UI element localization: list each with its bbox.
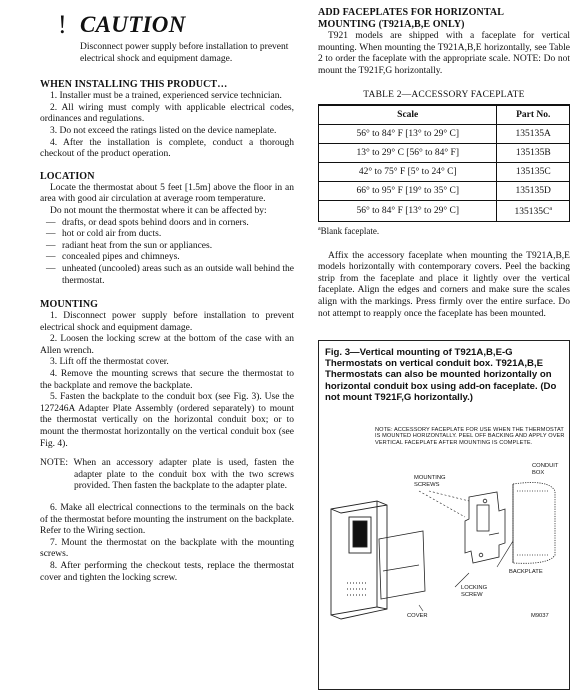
right-column bbox=[318, 0, 570, 320]
figure-caption: Fig. 3—Vertical mounting of T921A,B,E-G Thermostats on vertical conduit box. T921A,B,E Thermostats can also be mounted horizontally on horizontal conduit box using add-on faceplate. (Do not mount T921F,G horizontally.) bbox=[325, 347, 557, 403]
label-line: SCREWS bbox=[414, 481, 440, 488]
column-header-part: Part No. bbox=[497, 105, 570, 125]
footnote-ref: a bbox=[549, 206, 552, 213]
footnote-mark: a bbox=[318, 225, 321, 232]
list-item bbox=[40, 252, 294, 264]
mounting-step: 8. After performing the checkout tests, replace the thermostat cover and tighten the locking screw. bbox=[40, 560, 294, 583]
mounting-step: 3. Lift off the thermostat cover. bbox=[50, 357, 169, 368]
list-item bbox=[40, 218, 294, 230]
mounting-step: 2. Loosen the locking screw at the bottom of the case with an Allen wrench. bbox=[40, 334, 294, 356]
scale-cell: 56° to 84° F [13° to 29° C] bbox=[319, 201, 497, 221]
label-line: SCREW bbox=[461, 591, 483, 598]
mounting-step: 7. Mount the thermostat on the backplate with the mounting screws. bbox=[40, 537, 294, 560]
location-para: Do not mount the thermostat where it can be affected by: bbox=[50, 205, 267, 216]
backplate-drawing bbox=[465, 492, 505, 563]
note-label: NOTE: bbox=[40, 458, 68, 469]
scale-cell: 66° to 95° F [19° to 35° C] bbox=[319, 182, 497, 201]
caution-header bbox=[40, 10, 294, 46]
list-item bbox=[40, 264, 294, 287]
figure-3 bbox=[318, 340, 570, 690]
caution-title: CAUTION bbox=[80, 12, 186, 37]
table-title: TABLE 2—ACCESSORY FACEPLATE bbox=[363, 90, 525, 101]
location-heading: LOCATION bbox=[40, 170, 95, 182]
faceplate-table bbox=[318, 104, 570, 221]
caution-icon: ! bbox=[58, 10, 67, 39]
table-row bbox=[319, 182, 570, 201]
footnote-text: Blank faceplate. bbox=[320, 225, 380, 236]
part-cell: 135135D bbox=[497, 182, 570, 201]
part-cell: 135135C bbox=[497, 163, 570, 182]
mounting-note bbox=[40, 458, 294, 493]
part-cell: 135135B bbox=[497, 144, 570, 163]
heading-line: ADD FACEPLATES FOR HORIZONTAL bbox=[318, 7, 504, 18]
thermostat-cover-drawing bbox=[331, 501, 387, 619]
table-header-row bbox=[319, 105, 570, 125]
installing-item: 3. Do not exceed the ratings listed on the device nameplate. bbox=[50, 125, 277, 136]
scale-cell: 56° to 84° F [13° to 29° C] bbox=[319, 125, 497, 144]
left-column bbox=[40, 0, 294, 584]
table-row bbox=[319, 201, 570, 221]
label-conduit-box bbox=[532, 463, 558, 476]
table-row bbox=[319, 163, 570, 182]
part-cell bbox=[497, 201, 570, 221]
mounting-step: 1. Disconnect power supply before installation to prevent electrical shock and equipment damage. bbox=[40, 311, 294, 333]
list-item bbox=[40, 229, 294, 241]
heading-line: MOUNTING (T921A,B,E ONLY) bbox=[318, 19, 465, 30]
dash-mark: — bbox=[46, 240, 56, 251]
scale-cell: 13° to 29° C [56° to 84° F] bbox=[319, 144, 497, 163]
column-header-scale: Scale bbox=[319, 105, 497, 125]
table-row bbox=[319, 144, 570, 163]
faceplate-drawing bbox=[379, 531, 425, 599]
list-item-text: unheated (uncooled) areas such as an outside wall behind the thermostat. bbox=[62, 263, 294, 286]
table-row bbox=[319, 125, 570, 144]
installing-item: 2. All wiring must comply with applicable electrical codes, ordinances and regulations. bbox=[40, 102, 294, 125]
label-line: CONDUIT bbox=[532, 463, 559, 469]
part-cell: 135135A bbox=[497, 125, 570, 144]
label-backplate: BACKPLATE bbox=[509, 569, 543, 575]
mounting-heading: MOUNTING bbox=[40, 299, 99, 311]
label-line: LOCKING bbox=[461, 585, 488, 591]
figure-note: NOTE: ACCESSORY FACEPLATE FOR USE WHEN THE THERMOSTAT IS MOUNTED HORIZONTALLY. PEEL OFF BACKING AND APPLY OVER VERTICAL FACEPLATE AFTER MOUNTING IS COMPLETE. bbox=[375, 427, 565, 446]
conduit-box-drawing bbox=[513, 483, 555, 564]
dash-mark: — bbox=[46, 217, 56, 228]
list-item bbox=[40, 241, 294, 253]
dash-mark: — bbox=[46, 229, 56, 240]
installing-item: 4. After the installation is complete, conduct a thorough checkout of the product operation. bbox=[40, 137, 294, 160]
part-number: 135135C bbox=[514, 207, 550, 218]
label-line: BOX bbox=[532, 469, 545, 476]
figure-code: M9037 bbox=[531, 613, 549, 619]
label-line: MOUNTING bbox=[414, 475, 446, 481]
list-item-text: hot or cold air from ducts. bbox=[62, 229, 162, 240]
caution-body: Disconnect power supply before installation to prevent electrical shock and equipment damage. bbox=[80, 42, 289, 64]
note-text: When an accessory adapter plate is used, fasten the adapter plate to the conduit box with the two screws provided. Then fasten the backplate to the adapter plate. bbox=[73, 458, 294, 492]
mounting-step: 5. Fasten the backplate to the conduit box (see Fig. 3). Use the 127246A Adapter Plate Assembly (ordered separately) to mount the thermostat vertically on the horizontal conduit box; or to mount the thermostat horizontally on the vertical conduit box (see Fig. 4). bbox=[40, 392, 294, 449]
installing-heading: WHEN INSTALLING THIS PRODUCT… bbox=[40, 79, 228, 91]
mounting-step: 4. Remove the mounting screws that secure the thermostat to the backplate and remove the backplate. bbox=[40, 369, 294, 391]
installing-item: 1. Installer must be a trained, experienced service technician. bbox=[50, 91, 282, 102]
dash-mark: — bbox=[46, 263, 56, 274]
faceplates-heading bbox=[318, 7, 570, 31]
mounting-step: 6. Make all electrical connections to the terminals on the back of the thermostat before mounting the instrument on the backplate. Refer to the Wiring section. bbox=[40, 503, 294, 537]
list-item-text: drafts, or dead spots behind doors and in corners. bbox=[62, 217, 249, 228]
label-cover: COVER bbox=[407, 613, 428, 619]
label-mounting-screws bbox=[414, 475, 446, 488]
location-para: Locate the thermostat about 5 feet [1.5m] above the floor in an area with good air circulation at average room temperature. bbox=[40, 182, 294, 205]
scale-cell: 42° to 75° F [5° to 24° C] bbox=[319, 163, 497, 182]
table-footnote bbox=[318, 224, 570, 237]
faceplates-para: Affix the accessory faceplate when mounting the T921A,B,E models horizontally with contemporary covers. Peel the backing strip from the faceplate and place it lightly over the vertical faceplate. Align the edges and corners and make sure the scales align with the markings. Press firmly over the entire surface. Do not attempt to reapply once the faceplate has been mounted. bbox=[318, 250, 570, 319]
list-item-text: radiant heat from the sun or appliances. bbox=[62, 240, 213, 251]
dash-mark: — bbox=[46, 252, 56, 263]
list-item-text: concealed pipes and chimneys. bbox=[62, 252, 180, 263]
mounting-diagram bbox=[319, 341, 571, 691]
faceplates-para: T921 models are shipped with a faceplate for vertical mounting. When mounting the T921A,B,E horizontally, see Table 2 to order the faceplate with the appropriate scale. NOTE: Do not mount the T921F,G horizontally. bbox=[318, 31, 570, 76]
label-locking-screw bbox=[461, 585, 487, 598]
